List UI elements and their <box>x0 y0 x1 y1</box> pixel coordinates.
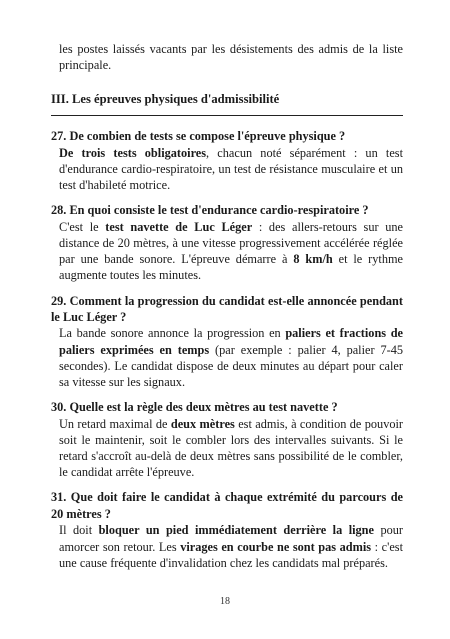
answer-30-text-1: Un retard maximal de <box>59 416 171 431</box>
answer-27 <box>51 145 403 194</box>
question-30-title: 30. Quelle est la règle des deux mètres au test navette ? <box>51 400 338 415</box>
answer-28-text-2: : des allers-retours sur une distance de 20 mètres, à une vitesse progressivement accélérée réglée par une bande sonore. L'épreuve démarre à <box>59 219 403 267</box>
page-number: 18 <box>220 596 230 607</box>
question-31 <box>51 489 403 570</box>
answer-28-text-3: et le rythme augmente toutes les minutes. <box>59 252 403 283</box>
answer-27-text-1: , chacun noté séparément : un test d'endurance cardio-respiratoire, un test de résistance musculaire et un test d'habileté motrice. <box>59 145 403 193</box>
answer-28-bold-2: 8 km/h <box>293 252 333 267</box>
answer-29-bold-1: paliers et fractions de paliers exprimées en temps <box>59 326 403 357</box>
answer-31-text-1: Il doit <box>59 523 99 538</box>
question-28 <box>51 202 403 283</box>
answer-31-bold-1: bloquer un pied immédiatement derrière la ligne <box>98 523 374 538</box>
question-29 <box>51 293 403 391</box>
question-27 <box>51 128 403 193</box>
question-30 <box>51 399 403 480</box>
answer-28 <box>51 219 403 284</box>
question-29-title: 29. Comment la progression du candidat est-elle annoncée pendant le Luc Léger ? <box>51 293 403 325</box>
answer-31-text-3: : c'est une cause fréquente d'invalidation chez les candidats mal préparés. <box>59 539 403 570</box>
intro-paragraph: les postes laissés vacants par les désistements des admis de la liste principale. <box>59 42 403 73</box>
question-28-title: 28. En quoi consiste le test d'endurance cardio-respiratoire ? <box>51 203 369 218</box>
answer-30 <box>51 416 403 481</box>
answer-30-bold-1: deux mètres <box>170 416 235 431</box>
answer-31-bold-2: virages en courbe ne sont pas admis <box>180 539 372 554</box>
page-content <box>51 41 403 571</box>
section-title: III. Les épreuves physiques d'admissibilité <box>51 91 403 116</box>
answer-27-bold-1: De trois tests obligatoires <box>59 145 207 160</box>
question-31-title: 31. Que doit faire le candidat à chaque extrémité du parcours de 20 mètres ? <box>51 490 403 521</box>
answer-29-text-1: La bande sonore annonce la progression en <box>59 326 286 341</box>
question-27-title: 27. De combien de tests se compose l'épreuve physique ? <box>51 129 346 144</box>
answer-28-text-1: C'est le <box>59 219 106 234</box>
answer-31 <box>51 522 403 571</box>
answer-31-text-2: pour amorcer son retour. Les <box>59 523 403 554</box>
answer-29-text-2: (par exemple : palier 4, palier 7-45 secondes). Le candidat dispose de deux minutes au départ pour caler sa vitesse sur les signaux. <box>59 342 403 390</box>
answer-29 <box>51 325 403 390</box>
answer-28-bold-1: test navette de Luc Léger <box>105 219 253 234</box>
answer-30-text-2: est admis, à condition de pouvoir soit le maintenir, soit le combler lors des intervalles suivants. Si le retard s'accroît au-delà de deux mètres sans possibilité de le combler, le candidat arrête l'épreuve. <box>59 416 403 480</box>
